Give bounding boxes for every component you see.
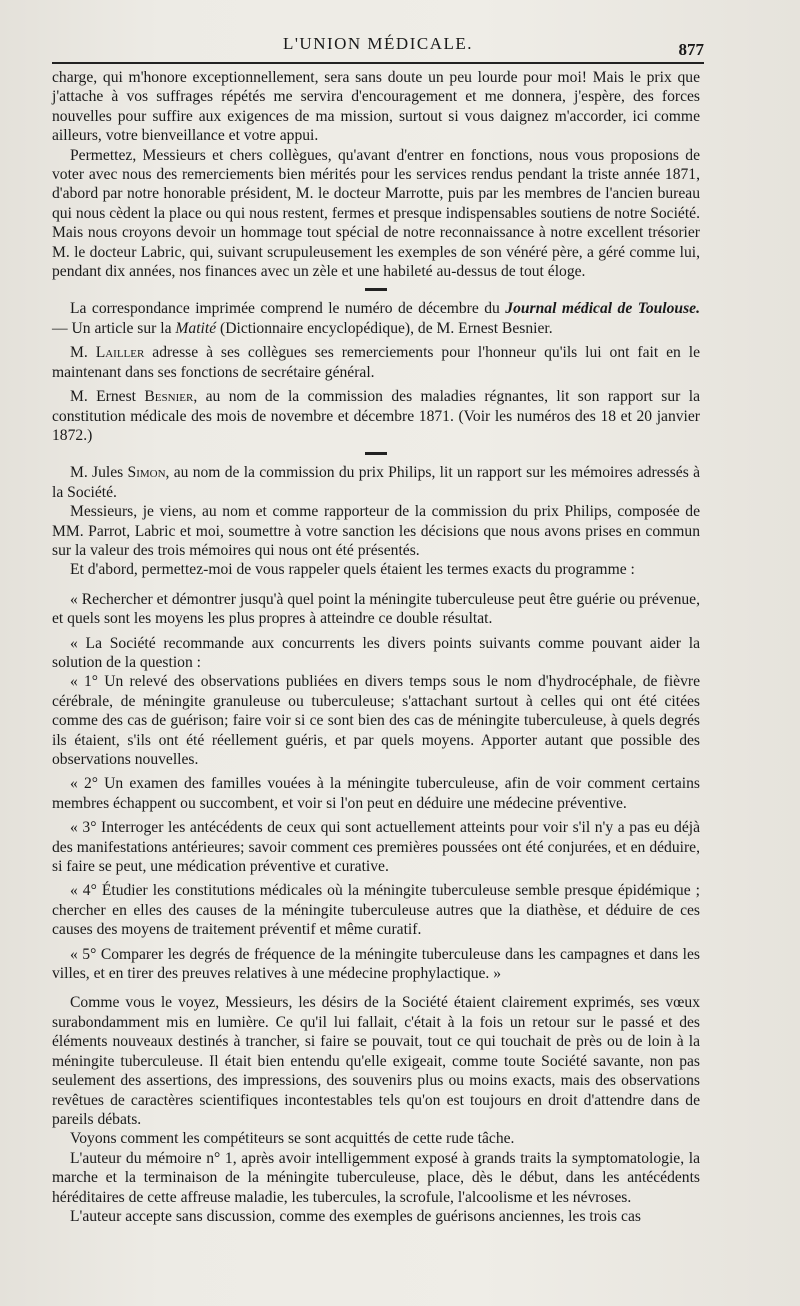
- person-name: Besnier: [144, 388, 194, 406]
- header-rule: [52, 62, 704, 64]
- correspondence-middle: — Un article sur la: [52, 319, 176, 337]
- journal-title: Journal médical de Toulouse.: [505, 300, 700, 318]
- paragraph-simon: [52, 463, 700, 502]
- page-number: 877: [678, 40, 704, 59]
- person-name: Simon: [127, 464, 166, 482]
- paragraph-text: adresse à ses collègues ses remerciements pour l'honneur qu'ils lui ont fait en le maintenant dans ses fonctions de secrétaire général.: [52, 344, 700, 381]
- section-separator: [365, 288, 387, 291]
- quote-recommendation: « La Société recommande aux concurrents les divers points suivants comme pouvant aider la solution de la question :: [52, 634, 700, 671]
- paragraph-continued: charge, qui m'honore exceptionnellement, sera sans doute un peu lourde pour moi! Mais le prix que j'attache à vos suffrages répétés me servira d'encouragement et me donnera, j'espère, des forces nouvelles pour suffire aux exigences de ma mission, surtout si vous daignez m'accorder, ici comme ailleurs, votre bienveillance et votre appui.: [52, 69, 700, 145]
- quote-point-3: « 3° Interroger les antécédents de ceux qui sont actuellement atteints pour voir s'il n'y a pas eu déjà des manifestations antérieures; savoir comment ces premières poussées ont été conjurées, et en déduire, si faire se peut, une médication préventive et curative.: [52, 819, 700, 876]
- honorific: M.: [70, 344, 96, 362]
- paragraph-besnier: [52, 387, 700, 445]
- quote-point-5: « 5° Comparer les degrés de fréquence de la méningite tuberculeuse dans les campagnes et dans les villes, et en tirer des preuves relatives à une médecine prophylactique. »: [52, 945, 700, 983]
- honorific: M. Jules: [70, 464, 128, 482]
- quote-point-1: « 1° Un relevé des observations publiées en divers temps sous le nom d'hydrocéphale, de fièvre cérébrale, de méningite granuleuse ou tuberculeuse; s'attachant surtout à celles qui ont été citées comme des cas de guérison; faire voir si ce sont bien des cas de méningite tuberculeuse, à quels degrés ils étaient, s'ils ont été réellement guéris, et par quels moyens. Apporter autant que possible des observations nouvelles.: [52, 673, 700, 768]
- quote-point-4: « 4° Étudier les constitutions médicales où la méningite tuberculeuse semble presque épidémique ; chercher en elles des causes de la méningite tuberculeuse autres que la diathèse, et déduire de ces causes des moyens de traitement préventif et même curatif.: [52, 882, 700, 939]
- paragraph-program-intro: Et d'abord, permettez-moi de vous rappeler quels étaient les termes exacts du programme :: [70, 561, 635, 579]
- quote-program: « Rechercher et démontrer jusqu'à quel point la méningite tuberculeuse peut être guérie ou prévenue, et quels sont les moyens les plus propres à atteindre ce double résultat.: [52, 590, 700, 628]
- paragraph-correspondence: [52, 299, 700, 338]
- quote-point-2: « 2° Un examen des familles vouées à la méningite tuberculeuse, afin de voir comment certains membres échappent ou succombent, et voir si l'on peut en déduire une médecine préventive.: [52, 775, 700, 812]
- paragraph-lailler: [52, 343, 700, 382]
- section-separator: [365, 452, 387, 455]
- paragraph-thanks: Permettez, Messieurs et chers collègues, qu'avant d'entrer en fonctions, nous vous proposions de voter avec nous des remerciements bien mérités pour les services rendus pendant la triste année 1871, d'abord par notre honorable président, M. le docteur Marrotte, puis par les membres de l'ancien bureau qui nous cèdent la place ou qui nous restent, fermes et presque indispensables soutiens de notre Société. Mais nous croyons devoir un hommage tout spécial de notre reconnaissance à notre excellent trésorier M. le docteur Labric, qui, suivant scrupuleusement les exemples de son vénéré père, a géré comme lui, pendant dix années, nos finances avec un zèle et une habileté au-dessus de tout éloge.: [52, 146, 700, 281]
- paragraph-text: , au nom de la commission du prix Philips, lit un rapport sur les mémoires adressés à la Société.: [52, 464, 700, 501]
- page-header: [52, 30, 704, 60]
- paragraph-report-intro: Messieurs, je viens, au nom et comme rapporteur de la commission du prix Philips, composée de MM. Parrot, Labric et moi, soumettre à votre sanction les décisions que nous avons prises en commun sur la valeur des trois mémoires qui nous ont été présentés.: [52, 503, 700, 559]
- honorific: M. Ernest: [70, 388, 145, 406]
- paragraph-text: , au nom de la commission des maladies régnantes, lit son rapport sur la constitution médicale des mois de novembre et décembre 1871. (Voir les numéros des 18 et 20 janvier 1872.): [52, 388, 700, 444]
- paragraph-author-accepts: L'auteur accepte sans discussion, comme des exemples de guérisons anciennes, les trois cas: [70, 1207, 641, 1225]
- article-title: Matité: [175, 319, 217, 337]
- article-body: [52, 68, 700, 1226]
- running-title: L'UNION MÉDICALE.: [282, 34, 474, 53]
- person-name: Lailler: [95, 344, 145, 362]
- correspondence-end: (Dictionnaire encyclopédique), de M. Ernest Besnier.: [216, 319, 553, 337]
- correspondence-text: La correspondance imprimée comprend le numéro de décembre du: [70, 300, 506, 318]
- paragraph-competitors: Voyons comment les compétiteurs se sont acquittés de cette rude tâche.: [70, 1130, 515, 1148]
- paragraph-memoir-1: L'auteur du mémoire n° 1, après avoir intelligemment exposé à grands traits la symptomatologie, la marche et la terminaison de la méningite tuberculeuse, place, dès le début, dans les antécédents héréditaires de cette affreuse maladie, les tubercules, la scrofule, l'alcoolisme et les névroses.: [52, 1149, 700, 1206]
- paragraph-society-wishes: Comme vous le voyez, Messieurs, les désirs de la Société étaient clairement exprimés, ses vœux surabondamment mis en lumière. Ce qu'il lui fallait, c'était à la fois un retour sur le passé et des éléments nouveaux destinés à trancher, si faire se pouvait, tout ce qui touchait de près ou de loin à la méningite tuberculeuse. Il était bien entendu qu'elle exigeait, comme toute Société savante, non pas seulement des assertions, des impressions, des souvenirs plus ou moins exacts, mais des observations revêtues de caractères scientifiques incontestables tels qu'on est toujours en droit d'attendre dans de pareils débats.: [52, 994, 700, 1128]
